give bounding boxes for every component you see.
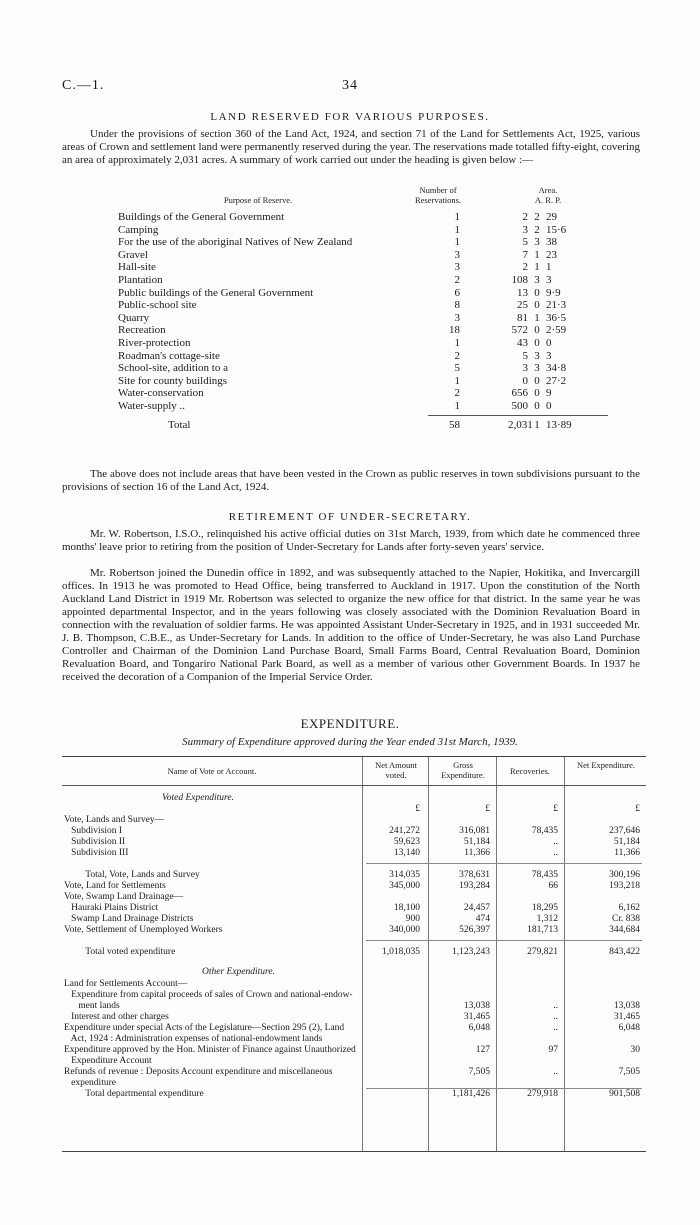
reserve-purpose: Buildings of the General Government: [118, 211, 285, 223]
currency-row: £ £ £ £: [415, 804, 640, 814]
reserve-a: 3: [522, 223, 528, 236]
col-area-header: Area.: [538, 185, 558, 195]
row-value-g: 6,048: [468, 1023, 490, 1033]
row-value-n: 6,162: [618, 903, 640, 913]
expenditure-row: [62, 925, 646, 936]
reserve-purpose: Quarry: [118, 311, 150, 324]
reserve-n: 1: [454, 211, 460, 223]
reserve-p: 15·6: [546, 223, 567, 236]
row-value-g: 11,366: [464, 848, 490, 858]
reserve-p: 27·2: [546, 374, 567, 387]
row-value-v: 13,140: [393, 848, 420, 858]
reserve-p: 3: [546, 274, 552, 286]
expenditure-row: [62, 837, 646, 848]
reserve-purpose: Hall-site: [118, 261, 156, 274]
expenditure-row: [62, 1023, 646, 1034]
reserve-total-n: 58: [449, 418, 460, 431]
row-value-g: 193,284: [459, 881, 490, 891]
row-value-n: Cr. 838: [612, 914, 640, 924]
reserve-row: [118, 362, 658, 375]
row-value-rc: ..: [553, 1001, 558, 1011]
row-value-v: 900: [405, 914, 420, 924]
reserve-r: 2: [534, 223, 540, 236]
expenditure-row: [62, 1001, 646, 1012]
reserve-a: 25: [517, 299, 528, 312]
reserves-table: [118, 186, 658, 466]
row-label: Vote, Land for Settlements: [64, 881, 166, 891]
reserve-row: [118, 224, 658, 237]
reserve-r: 0: [534, 299, 540, 312]
row-value-v: 18,100: [393, 903, 420, 913]
col-net-voted-header: Net Amount voted.: [375, 760, 417, 780]
reserve-p: 21·3: [546, 299, 567, 312]
row-value-g: 1,123,243: [452, 947, 490, 957]
row-label: Refunds of revenue : Deposits Account expenditure and miscellaneous: [64, 1067, 333, 1077]
reserve-r: 1: [534, 261, 540, 274]
retirement-paragraph-2: Mr. Robertson joined the Dunedin office in 1892, and was subsequently attached to the Napier, Hokitika, and Invercargill offices. In 1913 he was promoted to Head Office, being transferred to Auckland in 1917. Upon the constitution of the North Auckland Land District in 1919 Mr. Robertson was selected to organize the new office for that district. In the same year he was appointed departmental Inspector, and in the years following was closely associated with the Dominion Revaluation Board in connection with the revaluation of soldier farms. He was appointed Assistant Under-Secretary in 1925, and in 1931 succeeded Mr. J. B. Thompson, C.B.E., as Under-Secretary for Lands. In addition to the office of Under-Secretary, he was also Land Purchase Controller and Chairman of the Dominion Land Purchase Board, Small Farms Board, Central Revaluation Board, Dominion Revaluation Board, and Tongariro National Park Board, as well as a member of various other Government Boards. In 1937 he received the decoration of a Companion of the Imperial Service Order.: [62, 567, 640, 683]
reserve-row: [118, 211, 658, 224]
reserve-total-p: 13·89: [546, 418, 572, 431]
reserve-p: 36·5: [546, 311, 567, 324]
row-value-g: 1,181,426: [452, 1089, 490, 1099]
reserve-purpose: River-protection: [118, 337, 191, 349]
reserve-row: [118, 350, 658, 363]
row-value-rc: ..: [553, 848, 558, 858]
row-label: Subdivision I: [64, 826, 123, 836]
row-label: Subdivision II: [64, 837, 126, 847]
col-net-expenditure-header: Net Expenditure.: [576, 760, 636, 770]
expenditure-row: [62, 990, 646, 1001]
expenditure-row: [62, 947, 646, 958]
row-label: Subdivision III: [64, 848, 129, 858]
expenditure-row: [62, 903, 646, 914]
expenditure-row: [62, 859, 646, 870]
col-number-header: Number of Reservations.: [414, 185, 462, 205]
row-value-rc: 279,821: [527, 947, 558, 957]
expenditure-row: [62, 1034, 646, 1045]
expenditure-row: [62, 892, 646, 903]
expenditure-row: [62, 1056, 646, 1067]
reserve-r: 1: [534, 311, 540, 324]
row-value-n: 13,038: [613, 1001, 640, 1011]
row-value-g: 378,631: [459, 870, 490, 880]
row-value-n: 30: [630, 1045, 640, 1055]
reserve-purpose: Water-supply ..: [118, 400, 186, 412]
row-value-v: 59,623: [393, 837, 420, 847]
row-value-rc: 1,312: [536, 914, 558, 924]
reserve-a: 108: [511, 274, 528, 286]
reserve-p: 38: [546, 236, 557, 249]
expenditure-row: [62, 1045, 646, 1056]
reserve-n: 3: [454, 261, 460, 274]
expenditure-caption: Summary of Expenditure approved during the Year ended 31st March, 1939.: [182, 736, 518, 748]
reserve-r: 3: [534, 362, 540, 375]
reserve-a: 5: [522, 349, 528, 362]
row-label: Land for Settlements Account—: [64, 979, 188, 989]
expenditure-row: [62, 848, 646, 859]
reserve-p: 29: [546, 211, 557, 223]
row-value-rc: 18,295: [531, 903, 558, 913]
reserve-n: 1: [454, 236, 460, 249]
reserve-r: 1: [534, 248, 540, 261]
land-reserved-intro: Under the provisions of section 360 of the Land Act, 1924, and section 71 of the Land for Settlements Act, 1925, various areas of Crown and settlement land were permanently reserved during the year. The reservations made totalled fifty-eight, covering an area of approximately 2,031 acres. A summary of work carried out under the heading is given below :—: [62, 128, 640, 166]
reserve-p: 9·9: [546, 286, 561, 299]
row-label: Total voted expenditure: [64, 947, 176, 957]
row-label: Expenditure approved by the Hon. Minister of Finance against Unauthorized: [64, 1045, 356, 1055]
reserve-n: 6: [454, 286, 460, 299]
reserve-row: [118, 375, 658, 388]
reserve-n: 1: [454, 223, 460, 236]
reserve-a: 5: [522, 236, 528, 249]
row-value-rc: ..: [553, 1067, 558, 1077]
col-purpose-header: Purpose of Reserve.: [223, 195, 293, 205]
reserve-a: 2: [522, 261, 528, 274]
expenditure-row: [62, 936, 646, 947]
reserve-row: [118, 400, 658, 413]
reserve-a: 0: [522, 374, 528, 387]
expenditure-row: [62, 826, 646, 837]
row-value-g: 24,457: [463, 903, 490, 913]
expenditure-row: [62, 870, 646, 881]
reserve-purpose: Recreation: [118, 324, 166, 337]
reserve-r: 0: [534, 324, 540, 337]
reserve-row: [118, 236, 658, 249]
reserve-n: 3: [454, 311, 460, 324]
row-value-rc: ..: [553, 1012, 558, 1022]
col-gross-header: Gross Expenditure.: [441, 760, 485, 780]
reserve-a: 81: [517, 311, 528, 324]
expenditure-row: [62, 914, 646, 925]
reserves-footnote: The above does not include areas that have been vested in the Crown as public reserves in town subdivisions pursuant to the provisions of section 16 of the Land Act, 1924.: [62, 468, 640, 493]
reserve-n: 1: [454, 400, 460, 412]
row-value-g: 526,397: [459, 925, 490, 935]
row-value-n: 193,218: [609, 881, 640, 891]
row-label: ment lands: [64, 1001, 120, 1011]
reserve-r: 0: [534, 400, 540, 412]
reserve-total-a: 2,031: [508, 418, 533, 431]
reserve-row: [118, 299, 658, 312]
row-value-rc: 66: [548, 881, 558, 891]
reserve-a: 3: [522, 362, 528, 375]
row-value-rc: 78,435: [531, 870, 558, 880]
reserve-n: 1: [454, 337, 460, 349]
page-number: 34: [342, 78, 358, 93]
row-value-n: 6,048: [618, 1023, 640, 1033]
section-title-expenditure: EXPENDITURE.: [300, 716, 400, 731]
retirement-paragraph-1: Mr. W. Robertson, I.S.O., relinquished his active official duties on 31st March, 1939, from which date he commenced three months' leave prior to retiring from the position of Under-Secretary for Lands after forty-seven years' service.: [62, 528, 640, 553]
row-label: Vote, Swamp Land Drainage—: [64, 892, 184, 902]
row-value-v: 345,000: [389, 881, 420, 891]
expenditure-row: [62, 1089, 646, 1100]
reserve-purpose: Site for county buildings: [118, 374, 228, 387]
row-value-v: 241,272: [389, 826, 420, 836]
row-value-n: 300,196: [609, 870, 640, 880]
report-reference: C.—1.: [62, 78, 105, 93]
row-value-n: 237,646: [609, 826, 640, 836]
expenditure-row: [62, 1067, 646, 1078]
row-label: Total, Vote, Lands and Survey: [64, 870, 200, 880]
row-label: Expenditure under special Acts of the Legislature—Section 295 (2), Land: [64, 1023, 345, 1033]
reserve-p: 23: [546, 248, 557, 261]
reserve-row: [118, 337, 658, 350]
reserve-row: [118, 249, 658, 262]
row-value-v: 340,000: [389, 925, 420, 935]
row-value-n: 11,366: [614, 848, 640, 858]
reserve-r: 2: [534, 211, 540, 223]
col-arp-header: A. R. P.: [534, 195, 562, 205]
reserve-n: 8: [454, 299, 460, 312]
row-value-n: 843,422: [609, 947, 640, 957]
reserve-p: 2·59: [546, 324, 567, 337]
reserve-purpose: Camping: [118, 223, 159, 236]
row-label: Vote, Settlement of Unemployed Workers: [64, 925, 223, 935]
row-value-n: 901,508: [609, 1089, 640, 1099]
row-value-n: 31,465: [613, 1012, 640, 1022]
reserve-purpose: Public buildings of the General Government: [118, 286, 314, 299]
reserve-r: 0: [534, 337, 540, 349]
reserve-row: [118, 287, 658, 300]
row-value-rc: 181,713: [527, 925, 558, 935]
reserve-purpose: For the use of the aboriginal Natives of New Zealand: [118, 236, 353, 249]
expenditure-table: [62, 756, 646, 1152]
reserve-a: 572: [511, 324, 528, 337]
row-label: Expenditure Account: [64, 1056, 152, 1066]
reserve-row: [118, 324, 658, 337]
reserve-p: 34·8: [546, 362, 567, 375]
row-value-g: 7,505: [468, 1067, 490, 1077]
row-value-rc: ..: [553, 837, 558, 847]
reserve-n: 2: [454, 387, 460, 400]
row-value-g: 474: [475, 914, 490, 924]
reserve-total-row: [118, 419, 658, 432]
row-value-rc: 279,918: [527, 1089, 558, 1099]
reserve-purpose: Roadman's cottage-site: [118, 349, 220, 362]
section-title-land-reserved: LAND RESERVED FOR VARIOUS PURPOSES.: [210, 111, 490, 123]
row-value-v: 314,035: [389, 870, 420, 880]
reserve-p: 3: [546, 349, 552, 362]
row-value-rc: 78,435: [531, 826, 558, 836]
reserve-n: 2: [454, 274, 460, 286]
reserve-total-r: 1: [534, 418, 540, 431]
reserve-n: 18: [449, 324, 460, 337]
row-value-rc: ..: [553, 1023, 558, 1033]
reserve-a: 2: [522, 211, 528, 223]
reserve-n: 5: [454, 362, 460, 375]
row-value-n: 344,684: [609, 925, 640, 935]
row-label: Vote, Lands and Survey—: [64, 815, 165, 825]
reserve-r: 0: [534, 286, 540, 299]
reserve-n: 3: [454, 248, 460, 261]
expenditure-row: [62, 979, 646, 990]
row-label: Hauraki Plains District: [64, 903, 159, 913]
row-value-n: 7,505: [618, 1067, 640, 1077]
row-value-g: 51,184: [463, 837, 490, 847]
row-label: Total departmental expenditure: [64, 1089, 204, 1099]
reserve-p: 0: [546, 400, 552, 412]
reserve-purpose: School-site, addition to a: [118, 362, 228, 375]
row-value-v: 1,018,035: [382, 947, 420, 957]
reserve-r: 0: [534, 374, 540, 387]
reserve-a: 500: [511, 400, 528, 412]
reserve-purpose: Public-school site: [118, 299, 197, 312]
row-label: Expenditure from capital proceeds of sales of Crown and national-endow-: [64, 990, 353, 1000]
row-value-g: 316,081: [459, 826, 490, 836]
row-value-rc: 97: [548, 1045, 558, 1055]
row-value-g: 31,465: [463, 1012, 490, 1022]
reserve-purpose: Water-conservation: [118, 387, 204, 400]
reserve-total-label: Total: [168, 418, 191, 431]
reserve-row: [118, 387, 658, 400]
row-label: Interest and other charges: [64, 1012, 169, 1022]
row-value-g: 13,038: [463, 1001, 490, 1011]
reserve-n: 1: [454, 374, 460, 387]
reserve-n: 2: [454, 349, 460, 362]
expenditure-row: [62, 1012, 646, 1023]
reserve-p: 9: [546, 387, 552, 400]
voted-expenditure-heading: Voted Expenditure.: [162, 793, 234, 803]
reserve-r: 3: [534, 236, 540, 249]
reserve-r: 0: [534, 387, 540, 400]
reserve-purpose: Plantation: [118, 274, 163, 286]
reserve-row: [118, 261, 658, 274]
reserve-row: [118, 274, 658, 287]
reserve-a: 7: [522, 248, 528, 261]
col-recoveries-header: Recoveries.: [510, 766, 550, 776]
reserve-p: 0: [546, 337, 552, 349]
reserve-r: 3: [534, 274, 540, 286]
reserve-a: 43: [517, 337, 528, 349]
reserve-a: 13: [517, 286, 528, 299]
row-label: expenditure: [64, 1078, 116, 1088]
expenditure-row: [62, 881, 646, 892]
row-value-n: 51,184: [613, 837, 640, 847]
expenditure-row: [62, 815, 646, 826]
col-name-header: Name of Vote or Account.: [167, 766, 257, 776]
reserve-r: 3: [534, 349, 540, 362]
row-label: Swamp Land Drainage Districts: [64, 914, 194, 924]
row-label: Act, 1924 : Administration expenses of national-endowment lands: [64, 1034, 323, 1044]
reserve-purpose: Gravel: [118, 248, 148, 261]
section-title-retirement: RETIREMENT OF UNDER-SECRETARY.: [228, 511, 472, 523]
reserve-a: 656: [511, 387, 528, 400]
reserve-row: [118, 312, 658, 325]
row-value-g: 127: [475, 1045, 490, 1055]
reserve-p: 1: [546, 261, 552, 274]
other-expenditure-heading: Other Expenditure.: [202, 967, 275, 977]
